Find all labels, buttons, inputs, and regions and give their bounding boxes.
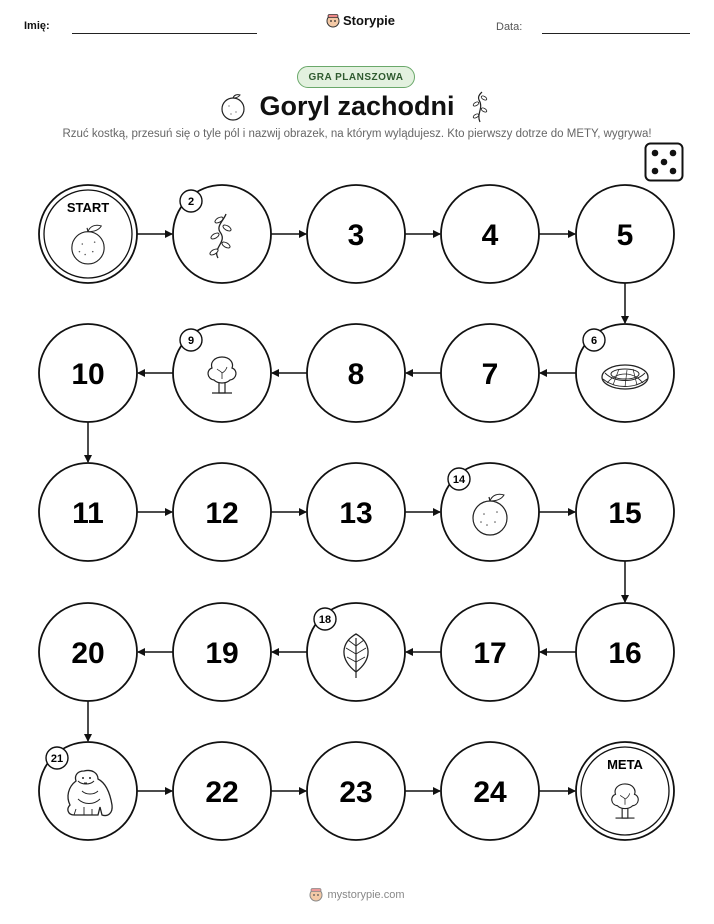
space-number: 22 bbox=[205, 776, 239, 809]
brand-name: Storypie bbox=[343, 13, 396, 28]
space-label: START bbox=[66, 200, 110, 215]
space-number: 8 bbox=[347, 358, 365, 391]
board-space[interactable] bbox=[173, 463, 271, 561]
space-number: 4 bbox=[481, 219, 499, 252]
nest-icon bbox=[602, 365, 648, 389]
board-space[interactable] bbox=[576, 603, 674, 701]
space-label: META bbox=[607, 757, 643, 772]
board-space[interactable] bbox=[576, 324, 674, 422]
board-space[interactable] bbox=[307, 324, 405, 422]
board-space[interactable] bbox=[307, 185, 405, 283]
board-space[interactable] bbox=[39, 463, 137, 561]
board-space[interactable] bbox=[173, 185, 271, 283]
space-number: 7 bbox=[481, 358, 499, 391]
space-number: 13 bbox=[339, 497, 373, 530]
board-space[interactable] bbox=[441, 324, 539, 422]
board-space[interactable] bbox=[441, 463, 539, 561]
date-label: Data: bbox=[496, 21, 523, 33]
board-space[interactable] bbox=[173, 603, 271, 701]
board-space[interactable] bbox=[307, 463, 405, 561]
page-title: Goryl zachodni bbox=[259, 91, 455, 121]
space-number-badge: 14 bbox=[452, 474, 466, 486]
game-type-badge: GRA PLANSZOWA bbox=[297, 66, 415, 88]
board-space[interactable] bbox=[307, 742, 405, 840]
board-space[interactable] bbox=[441, 185, 539, 283]
space-number-badge: 21 bbox=[50, 753, 64, 765]
space-number-badge: 18 bbox=[318, 614, 332, 626]
board-space[interactable] bbox=[173, 742, 271, 840]
space-number: 10 bbox=[71, 358, 105, 391]
space-number: 17 bbox=[473, 637, 507, 670]
space-number: 16 bbox=[608, 637, 642, 670]
space-number: 11 bbox=[72, 497, 104, 530]
space-number: 23 bbox=[339, 776, 373, 809]
board-space[interactable] bbox=[576, 185, 674, 283]
footer bbox=[0, 887, 714, 902]
space-number: 12 bbox=[205, 497, 239, 530]
board-space[interactable] bbox=[441, 603, 539, 701]
space-number: 5 bbox=[616, 219, 634, 252]
finish-space[interactable] bbox=[576, 742, 674, 840]
space-number: 20 bbox=[71, 637, 105, 670]
start-space[interactable] bbox=[39, 185, 137, 283]
board-space[interactable] bbox=[307, 603, 405, 701]
board-space[interactable] bbox=[39, 603, 137, 701]
space-number: 19 bbox=[205, 637, 239, 670]
board-space[interactable] bbox=[173, 324, 271, 422]
space-number: 3 bbox=[347, 219, 365, 252]
space-number: 24 bbox=[473, 776, 507, 809]
space-number-badge: 2 bbox=[187, 196, 195, 208]
space-number-badge: 9 bbox=[187, 335, 195, 347]
space-number-badge: 6 bbox=[590, 335, 598, 347]
name-label: Imię: bbox=[24, 20, 50, 32]
board-space[interactable] bbox=[576, 463, 674, 561]
footer-site[interactable]: mystorypie.com bbox=[327, 888, 405, 901]
pie-mascot-icon bbox=[309, 887, 323, 902]
instructions: Rzuć kostką, przesuń się o tyle pól i nazwij obrazek, na którym wylądujesz. Kto pierwszy dotrze do METY, wygrywa! bbox=[62, 128, 652, 140]
space-number: 15 bbox=[608, 497, 642, 530]
board-space[interactable] bbox=[39, 742, 137, 840]
board-space[interactable] bbox=[39, 324, 137, 422]
board-space[interactable] bbox=[441, 742, 539, 840]
